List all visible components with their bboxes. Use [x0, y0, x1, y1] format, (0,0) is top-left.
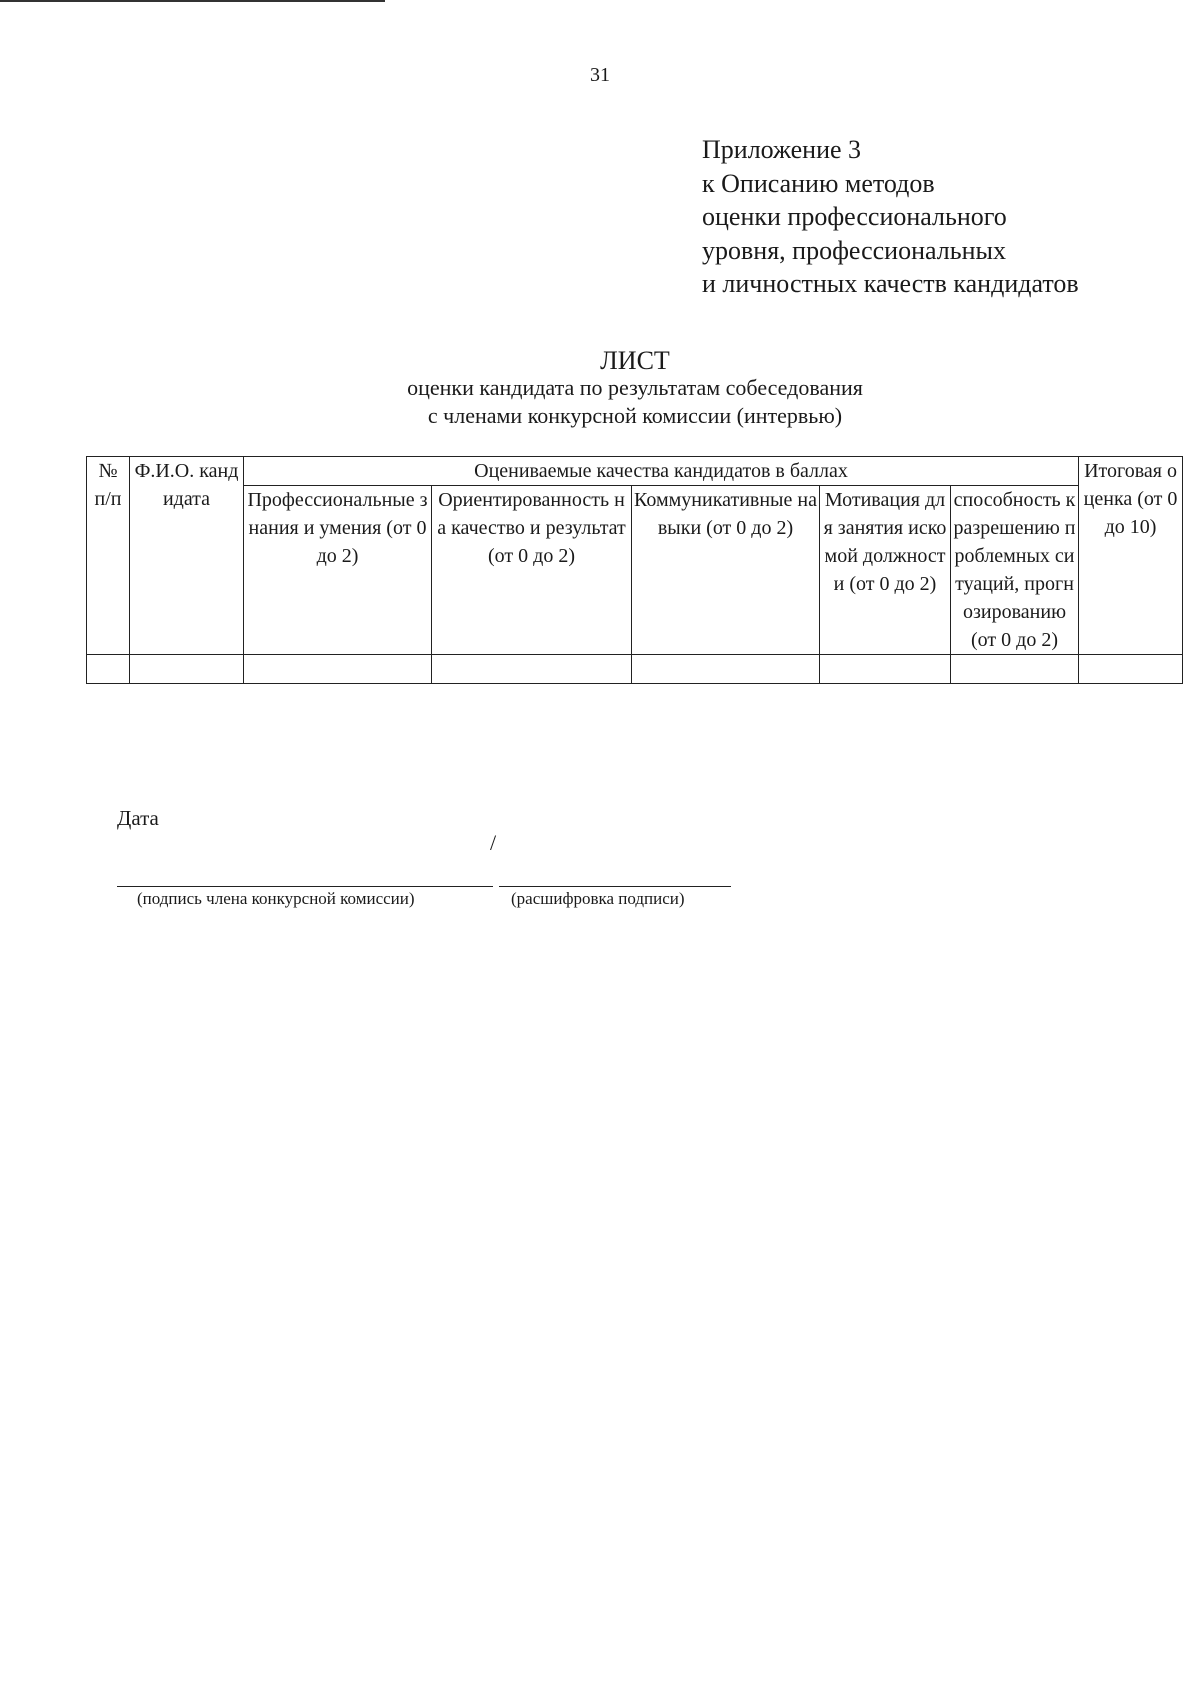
- cell-name[interactable]: [130, 655, 244, 684]
- appendix-line: оценки профессионального: [702, 202, 1007, 231]
- table-row: [87, 655, 1183, 684]
- header-number: № п/п: [87, 457, 130, 655]
- cell-number[interactable]: [87, 655, 130, 684]
- signature-caption: (подпись члена конкурсной комиссии): [137, 889, 415, 908]
- header-total-score: Итоговая оценка (от 0 до 10): [1079, 457, 1183, 655]
- appendix-line: уровня, профессиональных: [702, 235, 1006, 265]
- cell-result-orientation[interactable]: [432, 655, 632, 684]
- header-qualities-group: Оцениваемые качества кандидатов в баллах: [244, 457, 1079, 486]
- date-label: Дата: [117, 806, 159, 830]
- header-row: [87, 457, 1183, 486]
- header-criterion-communication: Коммуникативные навыки (от 0 до 2): [632, 486, 820, 655]
- cell-motivation[interactable]: [820, 655, 951, 684]
- sheet-subtitle-line: с членами конкурсной комиссии (интервью): [427, 403, 843, 428]
- header-criterion-professional-knowledge: Профессиональные знания и умения (от 0 до 2): [244, 486, 432, 655]
- header-criterion-motivation: Мотивация для занятия искомой должности (от 0 до 2): [820, 486, 951, 655]
- decoding-line: [499, 886, 731, 887]
- sheet-title: ЛИСТ: [600, 346, 670, 375]
- appendix-line: к Описанию методов: [702, 168, 935, 198]
- top-rule: [0, 0, 385, 2]
- evaluation-table: [86, 456, 1183, 684]
- criteria-row: [87, 486, 1183, 655]
- appendix-line: Приложение 3: [702, 135, 862, 164]
- cell-problem-solving[interactable]: [951, 655, 1079, 684]
- appendix-line: и личностных качеств кандидатов: [702, 269, 1079, 298]
- appendix-note: [702, 133, 1079, 301]
- page-number: 31: [590, 64, 610, 86]
- header-criterion-result-orientation: Ориентированность на качество и результат (от 0 до 2): [432, 486, 632, 655]
- header-criterion-problem-solving: способность к разрешению проблемных ситуаций, прогнозированию (от 0 до 2): [951, 486, 1079, 655]
- decoding-caption: (расшифровка подписи): [511, 889, 685, 908]
- signature-line: [117, 886, 493, 887]
- cell-communication[interactable]: [632, 655, 820, 684]
- cell-professional-knowledge[interactable]: [244, 655, 432, 684]
- sheet-subtitle-line: оценки кандидата по результатам собеседования: [407, 375, 863, 400]
- cell-total-score[interactable]: [1079, 655, 1183, 684]
- signature-separator: /: [490, 830, 497, 855]
- header-name: Ф.И.О. кандидата: [130, 457, 244, 655]
